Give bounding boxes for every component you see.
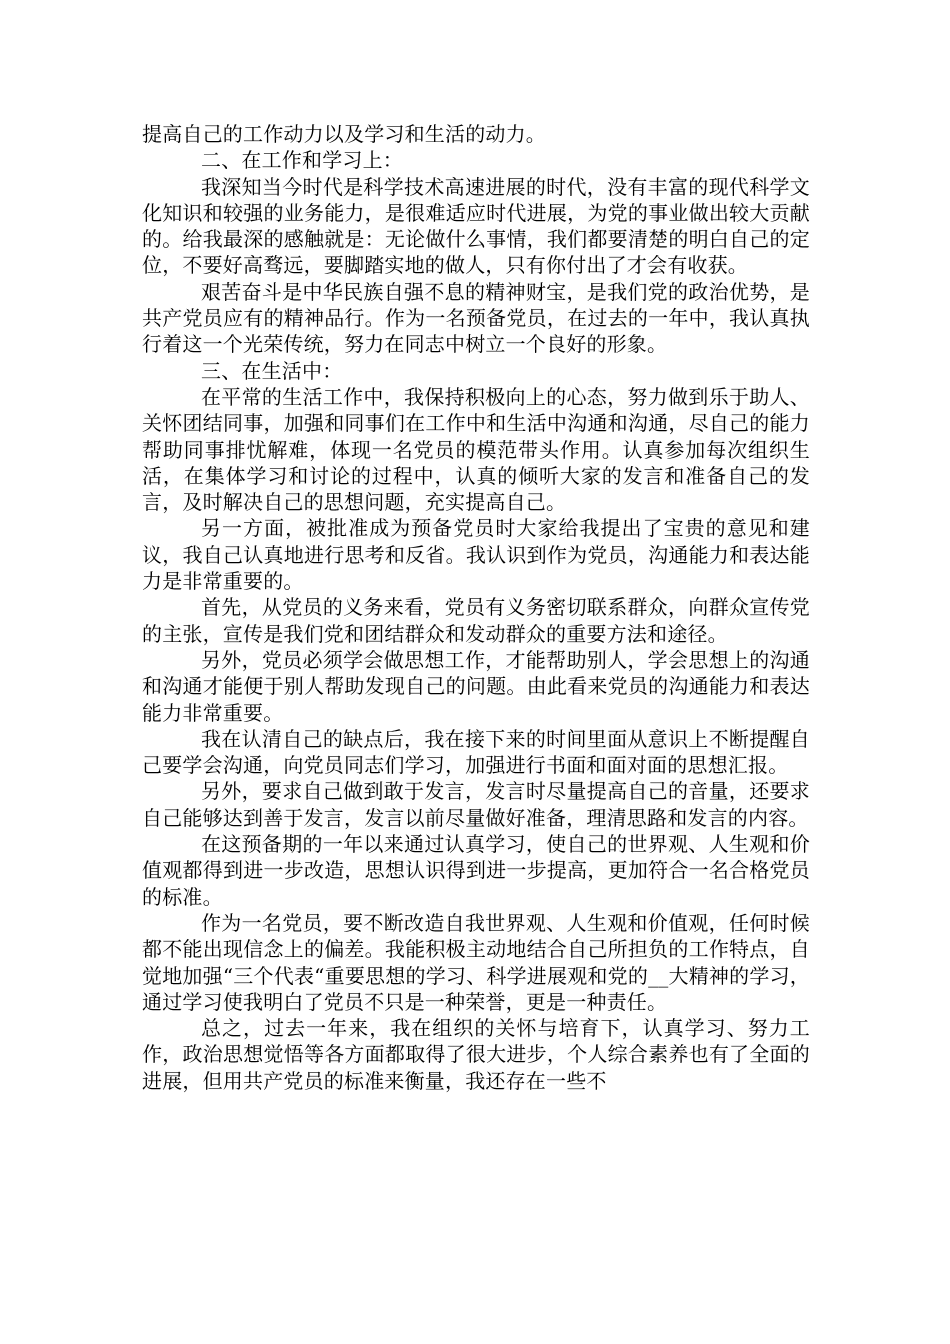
paragraph-14: 总之，过去一年来，我在组织的关怀与培育下，认真学习、努力工作，政治思想觉悟等各方面都取得了很大进步，个人综合素养也有了全面的进展，但用共产党员的标准来衡量，我还存在一些不 bbox=[142, 1016, 810, 1093]
section-heading-life: 三、在生活中： bbox=[201, 358, 343, 383]
paragraph-4: 艰苦奋斗是中华民族自强不息的精神财宝，是我们党的政治优势，是共产党员应有的精神品行。作为一名预备党员，在过去的一年中，我认真执行着这一个光荣传统，努力在同志中树立一个良好的形象。 bbox=[142, 279, 810, 357]
paragraph-8: 首先，从党员的义务来看，党员有义务密切联系群众，向群众宣传党的主张，宣传是我们党和团结群众和发动群众的重要方法和途径。 bbox=[142, 595, 810, 646]
paragraph-1: 提高自己的工作动力以及学习和生活的动力。 bbox=[142, 122, 546, 146]
paragraph-12: 在这预备期的一年以来通过认真学习，使自己的世界观、人生观和价值观都得到进一步改造，思想认识得到进一步提高，更加符合一名合格党员的标准。 bbox=[142, 832, 810, 909]
paragraph-3: 我深知当今时代是科学技术高速进展的时代，没有丰富的现代科学文化知识和较强的业务能力，是很难适应时代进展，为党的事业做出较大贡献的。给我最深的感触就是：无论做什么事情，我们都要清楚的明白自己的定位，不要好高骛远，要脚踏实地的做人，只有你付出了才会有收获。 bbox=[142, 174, 810, 278]
paragraph-13: 作为一名党员，要不断改造自我世界观、人生观和价值观，任何时候都不能出现信念上的偏差。我能积极主动地结合自己所担负的工作特点，自觉地加强“三个代表“重要思想的学习、科学进展观和党的__大精神的学习，通过学习使我明白了党员不只是一种荣誉，更是一种责任。 bbox=[142, 910, 810, 1014]
paragraph-10: 我在认清自己的缺点后，我在接下来的时间里面从意识上不断提醒自己要学会沟通，向党员同志们学习，加强进行书面和面对面的思想汇报。 bbox=[142, 726, 810, 778]
paragraph-7: 另一方面，被批准成为预备党员时大家给我提出了宝贵的意见和建议，我自己认真地进行思考和反省。我认识到作为党员，沟通能力和表达能力是非常重要的。 bbox=[142, 516, 810, 594]
section-heading-work-study: 二、在工作和学习上： bbox=[201, 148, 403, 173]
paragraph-6: 在平常的生活工作中，我保持积极向上的心态，努力做到乐于助人、关怀团结同事，加强和同事们在工作中和生活中沟通和沟通，尽自己的能力帮助同事排忧解难，体现一名党员的模范带头作用。认真参加每次组织生活，在集体学习和讨论的过程中，认真的倾听大家的发言和准备自己的发言，及时解决自己的思想问题，充实提高自己。 bbox=[142, 384, 810, 515]
paragraph-9: 另外，党员必须学会做思想工作，才能帮助别人，学会思想上的沟通和沟通才能便于别人帮助发现自己的问题。由此看来党员的沟通能力和表达能力非常重要。 bbox=[142, 647, 810, 725]
document-body bbox=[142, 121, 810, 1094]
paragraph-11: 另外，要求自己做到敢于发言，发言时尽量提高自己的音量，还要求自己能够达到善于发言，发言以前尽量做好准备，理清思路和发言的内容。 bbox=[142, 779, 810, 830]
